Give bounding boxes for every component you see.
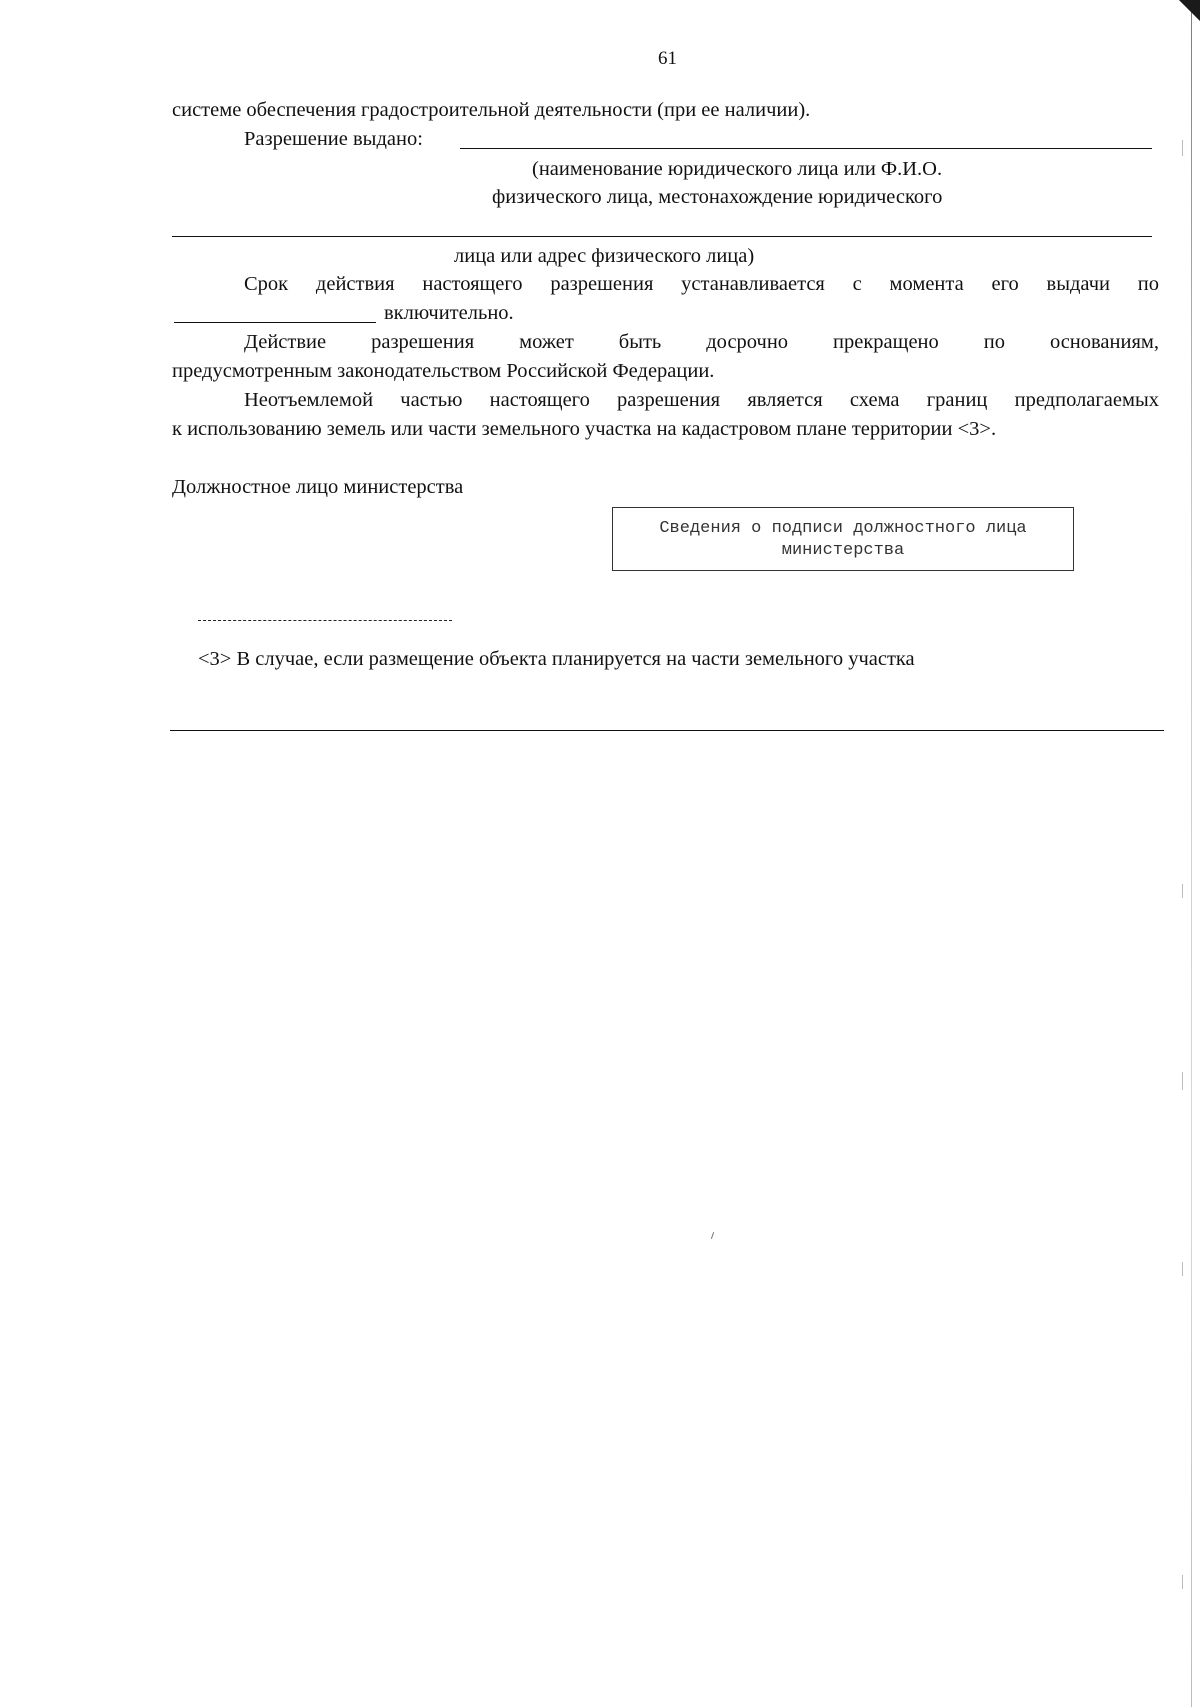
scan-speck <box>1182 884 1183 898</box>
signature-info-box <box>612 507 1074 571</box>
official-label: Должностное лицо министерства <box>172 476 464 498</box>
validity-paragraph: Срок действия настоящего разрешения устанавливается с момента его выдачи по <box>244 273 1159 295</box>
page-edge <box>1191 0 1192 1707</box>
validity-date-blank <box>174 322 376 323</box>
caption-line-3: лица или адрес физического лица) <box>454 245 755 267</box>
termination-paragraph: Действие разрешения может быть досрочно прекращено по основаниям, <box>244 331 1159 353</box>
footnote-text: <3> В случае, если размещение объекта планируется на части земельного участка <box>198 648 915 670</box>
scan-speck <box>1182 1072 1183 1090</box>
annex-continuation: к использованию земель или части земельного участка на кадастровом плане территории <3>. <box>172 418 997 440</box>
scan-speck <box>1182 1262 1183 1276</box>
footnote-separator <box>198 620 452 621</box>
annex-paragraph: Неотъемлемой частью настоящего разрешения является схема границ предполагаемых <box>244 389 1159 411</box>
scan-speck <box>711 1232 714 1239</box>
termination-continuation: предусмотренным законодательством Российской Федерации. <box>172 360 715 382</box>
footnote-rule <box>170 730 1164 731</box>
validity-end: включительно. <box>384 302 514 324</box>
page-number: 61 <box>658 48 677 69</box>
signature-box-line-2: министерства <box>781 541 905 560</box>
caption-line-2: физического лица, местонахождение юридического <box>492 186 943 208</box>
scan-speck <box>1182 140 1183 156</box>
issued-label: Разрешение выдано: <box>244 128 423 150</box>
issued-to-blank <box>460 148 1152 149</box>
scan-speck <box>1182 1575 1183 1589</box>
continuation-line: системе обеспечения градостроительной деятельности (при ее наличии). <box>172 99 811 121</box>
caption-line-1: (наименование юридического лица или Ф.И.О. <box>532 158 943 180</box>
folded-corner <box>1178 0 1200 30</box>
signature-box-line-1: Сведения о подписи должностного лица <box>659 519 1027 538</box>
address-blank <box>172 236 1152 237</box>
